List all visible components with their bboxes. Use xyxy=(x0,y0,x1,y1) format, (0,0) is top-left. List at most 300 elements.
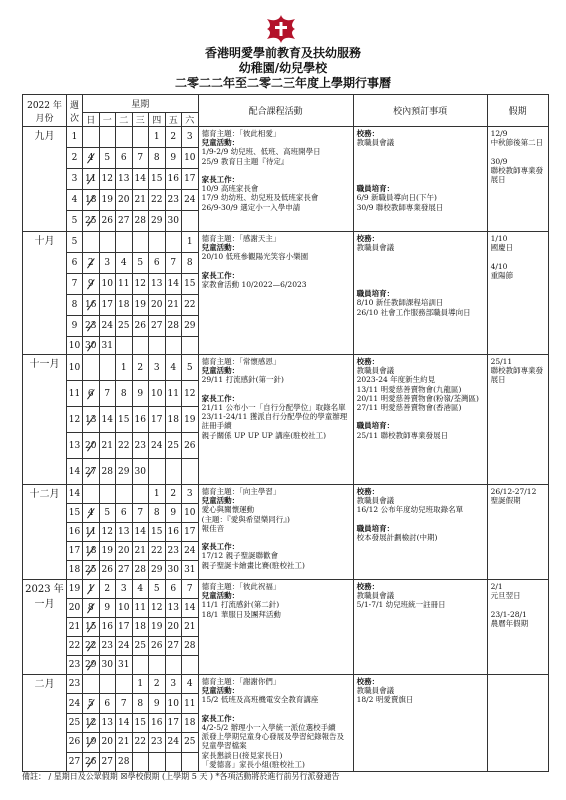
day-cell: 17 xyxy=(149,407,166,433)
day-cell: 17 xyxy=(165,713,182,732)
day-cell: 24 xyxy=(182,542,199,561)
curriculum-cell-line: 20/10 低班參觀陽光笑容小樂園 xyxy=(201,252,309,262)
school-cell-line xyxy=(357,271,484,280)
day-cell xyxy=(116,337,133,355)
school-cell-line xyxy=(357,175,484,184)
day-cell: 4 xyxy=(182,675,199,694)
day-cell: 5 xyxy=(149,580,166,599)
week-header: 週次 xyxy=(67,95,83,127)
holiday-cell-line: 2/1 xyxy=(490,582,503,591)
day-cell: 24 xyxy=(99,316,116,337)
day-cell: 26 xyxy=(99,211,116,232)
day-cell: 28 xyxy=(132,211,149,232)
day-cell: 28 xyxy=(182,637,199,656)
day-cell: 27 xyxy=(116,211,133,232)
school-cell-line: 5/1-7/1 幼兒班統一註冊日 xyxy=(356,600,446,610)
school-cell-line: 校務： xyxy=(356,129,380,138)
week-number: 21 xyxy=(67,618,83,637)
day-cell: 14 xyxy=(132,523,149,542)
school-cell-line: 16/12 公布年度幼兒班取錄名單 xyxy=(356,505,464,515)
week-number: 13 xyxy=(67,433,83,459)
holiday-cell-line: 元旦翌日 xyxy=(490,591,521,601)
week-number: 6 xyxy=(67,253,83,274)
day-cell: 3 xyxy=(149,355,166,381)
day-cell xyxy=(83,485,100,504)
day-cell: 25 xyxy=(83,211,100,232)
day-cell: 29 xyxy=(182,316,199,337)
day-cell: 5 xyxy=(99,504,116,523)
school-cell-line: 校務： xyxy=(356,357,380,366)
curriculum-cell xyxy=(198,580,353,675)
day-cell: 23 xyxy=(165,542,182,561)
school-cell-line: 13/11 明愛慈善賣物會(九龍區) xyxy=(356,384,462,394)
day-cell: 1 xyxy=(149,485,166,504)
day-cell: 1 xyxy=(149,127,166,148)
calendar-title: 二零二二年至二零二三年度上學期行事曆 xyxy=(174,76,391,90)
day-cell: 20 xyxy=(83,433,100,459)
day-cell: 3 xyxy=(99,253,116,274)
week-number: 4 xyxy=(67,190,83,211)
curriculum-cell xyxy=(198,232,353,355)
day-cell: 10 xyxy=(99,274,116,295)
day-cell: 29 xyxy=(83,656,100,675)
week-number: 12 xyxy=(67,407,83,433)
weekday-label: 一 xyxy=(99,113,116,127)
week-number: 5 xyxy=(67,232,83,253)
day-cell: 4 xyxy=(132,580,149,599)
day-cell: 10 xyxy=(165,694,182,713)
holiday-cell xyxy=(487,232,548,355)
footer-note: 備註： / 星期日及公眾假期 ☒學校假期 (上學期 5 天 ) *各項活動將於進行前另行派發通告 xyxy=(22,772,340,781)
day-cell: 7 xyxy=(99,381,116,407)
day-cell: 15 xyxy=(132,713,149,732)
day-cell: 16 xyxy=(165,169,182,190)
school-cell-line: 27/11 明愛慈善賣物會(香港區) xyxy=(356,403,462,413)
day-cell: 25 xyxy=(165,433,182,459)
holiday-cell-line: 1/10 xyxy=(490,234,508,243)
holiday-cell xyxy=(487,127,548,232)
day-cell: 4 xyxy=(83,504,100,523)
holiday-cell-line: 農曆年假期 xyxy=(490,618,529,628)
curriculum-cell-line: 報佳音 xyxy=(201,523,225,533)
day-cell: 26 xyxy=(83,752,100,771)
curriculum-cell-line xyxy=(202,166,350,175)
day-cell xyxy=(132,656,149,675)
day-cell: 24 xyxy=(182,190,199,211)
day-cell: 25 xyxy=(132,637,149,656)
month-label: 十一月 xyxy=(23,355,67,485)
day-cell: 30 xyxy=(132,459,149,485)
week-number: 1 xyxy=(67,127,83,148)
day-cell: 15 xyxy=(116,407,133,433)
day-cell xyxy=(182,752,199,771)
day-cell xyxy=(182,459,199,485)
day-cell: 11 xyxy=(83,523,100,542)
day-cell: 8 xyxy=(132,694,149,713)
org-title: 香港明愛學前教育及扶幼服務 xyxy=(204,46,361,60)
school-cell-line: 8/10 新任教師課程培訓日 xyxy=(356,298,444,308)
day-cell: 12 xyxy=(99,169,116,190)
day-cell: 23 xyxy=(132,433,149,459)
day-cell: 6 xyxy=(165,580,182,599)
day-cell: 19 xyxy=(132,295,149,316)
day-cell: 28 xyxy=(132,561,149,580)
day-cell: 19 xyxy=(99,542,116,561)
week-number: 5 xyxy=(67,211,83,232)
curriculum-cell xyxy=(198,675,353,772)
day-cell: 28 xyxy=(99,459,116,485)
school-cell xyxy=(353,580,487,675)
day-cell: 8 xyxy=(182,253,199,274)
curriculum-header: 配合課程活動 xyxy=(198,95,353,127)
day-cell: 22 xyxy=(182,295,199,316)
day-cell xyxy=(83,355,100,381)
school-cell-line xyxy=(357,157,484,166)
week-number: 23 xyxy=(67,656,83,675)
day-cell: 2 xyxy=(165,127,182,148)
day-cell: 21 xyxy=(116,733,133,752)
school-cell-line: 職員培育： xyxy=(356,421,395,431)
day-cell: 22 xyxy=(149,190,166,211)
weekday-header: 星期 xyxy=(83,95,199,113)
month-label: 十二月 xyxy=(23,485,67,580)
day-cell: 14 xyxy=(132,169,149,190)
school-cell xyxy=(353,127,487,232)
day-cell: 21 xyxy=(165,295,182,316)
caritas-logo xyxy=(266,14,296,44)
day-cell: 16 xyxy=(83,295,100,316)
curriculum-cell-line: 德育主題：「謝謝你們」 xyxy=(201,677,281,686)
day-cell: 3 xyxy=(182,127,199,148)
day-cell: 11 xyxy=(182,694,199,713)
school-cell xyxy=(353,485,487,580)
week-number: 20 xyxy=(67,599,83,618)
day-cell: 19 xyxy=(149,618,166,637)
school-cell xyxy=(353,675,487,772)
day-cell xyxy=(149,337,166,355)
day-cell xyxy=(149,752,166,771)
day-cell: 12 xyxy=(182,381,199,407)
school-cell-line: 校務： xyxy=(356,677,380,686)
month-label: 九月 xyxy=(23,127,67,232)
day-cell: 9 xyxy=(83,274,100,295)
school-cell-line xyxy=(357,252,484,261)
curriculum-cell-line: 17/9 幼幼班、幼兒班及低班家長會 xyxy=(201,193,319,203)
week-number: 27 xyxy=(67,752,83,771)
day-cell: 18 xyxy=(182,713,199,732)
day-cell: 5 xyxy=(182,355,199,381)
curriculum-cell-line: 德育主題：「向主學習」 xyxy=(201,487,281,496)
day-cell: 6 xyxy=(149,253,166,274)
week-number: 9 xyxy=(67,316,83,337)
day-cell: 23 xyxy=(149,733,166,752)
day-cell: 8 xyxy=(149,148,166,169)
week-row xyxy=(23,675,549,694)
curriculum-cell xyxy=(198,127,353,232)
curriculum-cell-line: 21/11 公布小一「自行分配學位」取錄名單 xyxy=(201,403,346,413)
week-number: 17 xyxy=(67,542,83,561)
day-cell: 12 xyxy=(149,599,166,618)
day-cell: 20 xyxy=(116,190,133,211)
day-cell: 14 xyxy=(116,713,133,732)
day-cell: 15 xyxy=(149,523,166,542)
school-header: 校內預訂事項 xyxy=(353,95,487,127)
school-cell-line: 教職員會議 xyxy=(356,366,395,376)
curriculum-cell-line: 德育主題：「彼此祝福」 xyxy=(201,582,281,591)
curriculum-cell-line: 家教會活動 10/2022—6/2023 xyxy=(201,280,307,290)
day-cell: 16 xyxy=(132,407,149,433)
holiday-cell xyxy=(487,675,548,772)
school-cell-line xyxy=(357,280,484,289)
day-cell xyxy=(116,675,133,694)
day-cell: 9 xyxy=(99,599,116,618)
day-cell: 3 xyxy=(116,580,133,599)
school-cell-line: 校務： xyxy=(356,487,380,496)
day-cell: 7 xyxy=(165,253,182,274)
day-cell: 27 xyxy=(83,459,100,485)
day-cell: 21 xyxy=(99,433,116,459)
day-cell: 28 xyxy=(116,752,133,771)
day-cell xyxy=(182,656,199,675)
holiday-cell-line: 中秋節後第二日 xyxy=(490,138,544,148)
week-number: 18 xyxy=(67,561,83,580)
day-cell xyxy=(116,485,133,504)
day-cell: 9 xyxy=(149,694,166,713)
week-number: 2 xyxy=(67,148,83,169)
weekday-label: 五 xyxy=(165,113,182,127)
day-cell: 17 xyxy=(182,523,199,542)
day-cell: 16 xyxy=(99,618,116,637)
day-cell xyxy=(83,232,100,253)
week-number: 15 xyxy=(67,504,83,523)
curriculum-cell-line: 兒童活動： xyxy=(201,243,240,253)
day-cell: 13 xyxy=(99,713,116,732)
curriculum-cell-line: 4/2-5/2 辦理小一入學統一派位選校手續 xyxy=(201,723,336,733)
day-cell: 7 xyxy=(116,694,133,713)
curriculum-cell xyxy=(198,355,353,485)
day-cell: 8 xyxy=(149,504,166,523)
curriculum-cell-line: 17/12 親子聖誕聯歡會 xyxy=(201,551,279,561)
day-cell xyxy=(132,752,149,771)
curriculum-cell-line: 家長工作： xyxy=(201,175,240,185)
day-cell: 31 xyxy=(182,561,199,580)
curriculum-cell-line xyxy=(202,262,350,271)
day-cell: 20 xyxy=(99,733,116,752)
day-cell xyxy=(165,337,182,355)
day-cell: 2 xyxy=(149,675,166,694)
holiday-cell-line xyxy=(491,147,545,156)
curriculum-cell-line xyxy=(202,705,350,714)
curriculum-cell-line: 23/11-24/11 獲派自行分配學位的學童辦理註冊手續 xyxy=(201,412,348,431)
day-cell: 2 xyxy=(83,253,100,274)
day-cell: 27 xyxy=(99,752,116,771)
school-cell-line: 20/11 明愛慈善賣物會(粉嶺/荃灣區) xyxy=(356,393,479,403)
curriculum-cell-line: 家長工作： xyxy=(201,542,240,552)
day-cell: 2 xyxy=(132,355,149,381)
school-cell-line: 6/9 新職員導向日(下午) xyxy=(356,193,437,203)
day-cell: 12 xyxy=(132,274,149,295)
day-cell: 30 xyxy=(165,211,182,232)
curriculum-cell-line: 家長懇談日(接見家長日) xyxy=(201,750,283,760)
day-cell xyxy=(182,211,199,232)
day-cell: 20 xyxy=(149,295,166,316)
school-cell-line: 職員培育： xyxy=(356,184,395,194)
holiday-cell-line: 4/10 xyxy=(490,261,508,271)
day-cell: 22 xyxy=(149,542,166,561)
holiday-cell-line: 聯校教師專業發展日 xyxy=(490,366,544,385)
curriculum-cell-line: 德育主題：「彼此相愛」 xyxy=(201,129,281,138)
holiday-cell xyxy=(487,485,548,580)
day-cell: 20 xyxy=(165,618,182,637)
day-cell: 17 xyxy=(99,295,116,316)
day-cell xyxy=(99,485,116,504)
day-cell: 18 xyxy=(83,542,100,561)
school-cell xyxy=(353,355,487,485)
week-number: 10 xyxy=(67,355,83,381)
day-cell: 15 xyxy=(83,618,100,637)
day-cell: 21 xyxy=(132,190,149,211)
day-cell xyxy=(116,127,133,148)
day-cell: 31 xyxy=(116,656,133,675)
day-cell: 4 xyxy=(116,253,133,274)
month-label: 二月 xyxy=(23,675,67,772)
day-cell: 24 xyxy=(149,433,166,459)
day-cell: 26 xyxy=(132,316,149,337)
week-row xyxy=(23,127,549,148)
month-label: 2023 年一月 xyxy=(23,580,67,675)
curriculum-cell-line: 親子關係 UP UP UP 講座(駐校社工) xyxy=(201,430,327,440)
curriculum-cell-line: 29/11 打流感針(第一針) xyxy=(201,375,284,385)
curriculum-cell-line: 兒童活動： xyxy=(201,591,240,601)
day-cell: 19 xyxy=(99,190,116,211)
day-cell: 16 xyxy=(149,713,166,732)
day-cell: 26 xyxy=(182,433,199,459)
week-number: 3 xyxy=(67,169,83,190)
day-cell: 18 xyxy=(83,190,100,211)
day-cell: 14 xyxy=(99,407,116,433)
day-cell: 17 xyxy=(182,169,199,190)
curriculum-cell-line: 10/9 高班家長會 xyxy=(201,184,259,194)
day-cell: 5 xyxy=(99,148,116,169)
day-cell: 11 xyxy=(165,381,182,407)
day-cell: 4 xyxy=(165,355,182,381)
curriculum-cell-line: 家長工作： xyxy=(201,393,240,403)
day-cell: 30 xyxy=(165,561,182,580)
day-cell: 27 xyxy=(149,316,166,337)
holiday-cell xyxy=(487,355,548,485)
day-cell: 14 xyxy=(165,274,182,295)
day-cell: 19 xyxy=(83,733,100,752)
day-cell xyxy=(149,232,166,253)
school-cell-line: 2023-24 年度新生約見 xyxy=(356,375,436,385)
holiday-cell-line: 30/9 xyxy=(490,156,508,166)
day-cell: 6 xyxy=(99,694,116,713)
day-cell: 1 xyxy=(132,675,149,694)
day-cell: 22 xyxy=(83,637,100,656)
day-cell xyxy=(165,752,182,771)
day-cell xyxy=(165,232,182,253)
day-cell xyxy=(149,656,166,675)
school-cell-line: 校務： xyxy=(356,234,380,243)
day-cell: 11 xyxy=(116,274,133,295)
day-cell: 9 xyxy=(165,504,182,523)
school-cell-line: 30/9 聯校教師專業發展日 xyxy=(356,202,444,212)
week-number: 26 xyxy=(67,733,83,752)
curriculum-cell-line: 親子聖誕卡繪畫比賽(駐校社工) xyxy=(201,560,305,570)
day-cell: 22 xyxy=(116,433,133,459)
day-cell: 6 xyxy=(116,504,133,523)
curriculum-cell-line: 1/9-2/9 幼兒班、低班、高班開學日 xyxy=(201,147,321,157)
curriculum-cell-line: 德育主題：「感謝天主」 xyxy=(201,234,281,243)
week-number: 7 xyxy=(67,274,83,295)
holiday-cell-line xyxy=(491,252,545,261)
day-cell xyxy=(182,337,199,355)
curriculum-cell-line: 26/9-30/9 選定小一入學申請 xyxy=(201,202,301,212)
day-cell xyxy=(149,459,166,485)
day-cell: 30 xyxy=(99,656,116,675)
weekday-label: 四 xyxy=(149,113,166,127)
curriculum-cell-line: (主題：『愛與希望樂同行』) xyxy=(201,514,290,524)
curriculum-cell-line: 家長工作： xyxy=(201,270,240,280)
day-cell: 18 xyxy=(116,295,133,316)
day-cell: 17 xyxy=(116,618,133,637)
day-cell xyxy=(165,459,182,485)
curriculum-cell-line: 德育主題：「常懷感恩」 xyxy=(201,357,281,366)
week-number: 19 xyxy=(67,580,83,599)
school-cell-line xyxy=(357,515,484,524)
school-cell-line: 25/11 聯校教師專業發展日 xyxy=(356,430,449,440)
curriculum-cell-line: 派發上學期兒童身心發展及學習紀錄報告及兒童學習檔案 xyxy=(201,732,345,751)
day-cell: 24 xyxy=(116,637,133,656)
curriculum-cell-line xyxy=(202,533,350,542)
day-cell xyxy=(99,675,116,694)
day-cell: 9 xyxy=(132,381,149,407)
day-cell: 16 xyxy=(165,523,182,542)
day-cell: 25 xyxy=(182,733,199,752)
curriculum-cell-line: 11/1 打流感針(第二針) xyxy=(201,600,280,610)
curriculum-cell-line: 25/9 教育日主題『待定』 xyxy=(201,156,289,166)
day-cell: 28 xyxy=(165,316,182,337)
school-cell-line: 教職員會議 xyxy=(356,243,395,253)
school-cell xyxy=(353,232,487,355)
day-cell: 5 xyxy=(132,253,149,274)
school-cell-line: 18/2 明愛賣旗日 xyxy=(356,695,414,705)
calendar-table xyxy=(22,94,549,772)
school-cell-line: 校本發展計劃檢討(中期) xyxy=(356,533,438,543)
week-number: 23 xyxy=(67,675,83,694)
day-cell: 18 xyxy=(132,618,149,637)
holiday-cell-line: 聖誕假期 xyxy=(490,496,521,506)
weekday-label: 日 xyxy=(83,113,100,127)
week-number: 25 xyxy=(67,713,83,732)
day-cell: 13 xyxy=(149,274,166,295)
day-cell xyxy=(132,337,149,355)
curriculum-cell-line: 兒童活動： xyxy=(201,366,240,376)
weekday-label: 六 xyxy=(182,113,199,127)
week-number: 14 xyxy=(67,459,83,485)
day-cell: 23 xyxy=(83,316,100,337)
school-cell-line: 職員培育： xyxy=(356,523,395,533)
day-cell: 4 xyxy=(83,148,100,169)
day-cell: 7 xyxy=(132,504,149,523)
school-cell-line: 校務： xyxy=(356,582,380,591)
day-cell: 3 xyxy=(182,485,199,504)
month-header: 2022 年月份 xyxy=(23,95,67,127)
day-cell: 10 xyxy=(116,599,133,618)
day-cell: 1 xyxy=(182,232,199,253)
day-cell: 19 xyxy=(182,407,199,433)
holiday-cell-line: 12/9 xyxy=(490,129,508,138)
